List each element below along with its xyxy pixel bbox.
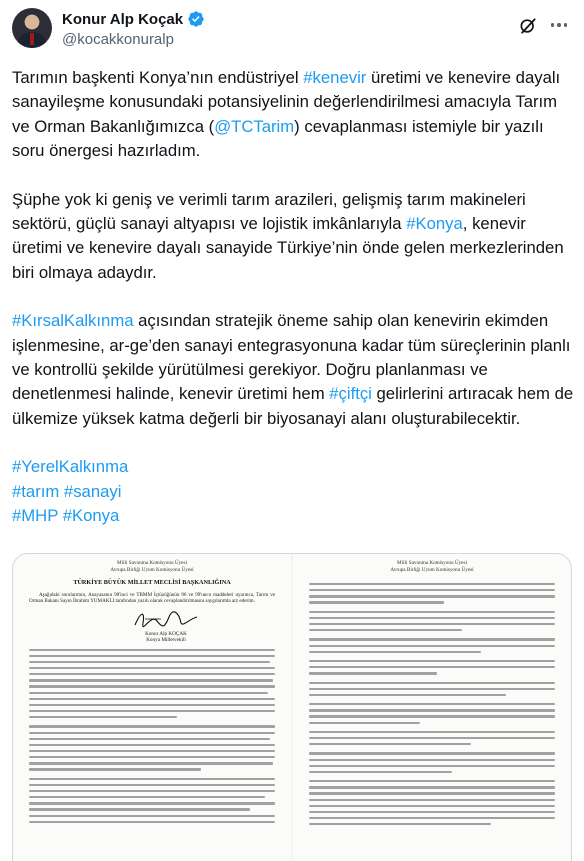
signature-image <box>131 609 201 631</box>
document-text-line <box>309 805 555 807</box>
document-text-line <box>309 703 555 705</box>
document-text-line <box>29 710 275 712</box>
document-text-line <box>309 645 555 647</box>
doc-intro: Aşağıdaki sorularımın, Anayasanın 98'inci ve TBMM İçtüzüğünün 96 ve 99'uncu maddeleri uyarınca, Tarım ve Orman Bakanı Sayın İbrahim YUMAKLI tarafından yazılı olarak cevaplandırılmasını saygılarımla arz ederim. <box>29 592 275 605</box>
tweet-paragraph-3 <box>12 309 578 431</box>
document-text-line <box>309 765 555 767</box>
signature-block <box>121 609 275 643</box>
document-text-line <box>309 780 555 782</box>
document-text-line <box>309 611 555 613</box>
document-text-line <box>29 815 275 817</box>
document-text-line <box>309 617 555 619</box>
author-handle[interactable]: @kocakkonuralp <box>62 31 174 48</box>
document-text-line <box>29 808 250 810</box>
document-text-line <box>309 623 555 625</box>
document-text-line <box>309 688 555 690</box>
document-text-line <box>309 759 555 761</box>
document-text-line <box>309 694 506 696</box>
document-text-line <box>309 817 555 819</box>
document-text-line <box>29 750 275 752</box>
document-text-line <box>29 716 177 718</box>
document-text-line <box>309 811 555 813</box>
signer-title: Konya Milletvekili <box>146 636 186 643</box>
doc-question-list <box>309 583 555 825</box>
document-text-line <box>29 796 265 798</box>
text-span: Şüphe yok ki geniş ve verimli tarım arazileri, gelişmiş tarım makineleri sektörü, güçlü sanayi altyapısı ve lojistik imkânlarıyla <box>12 189 526 234</box>
document-text-line <box>309 651 481 653</box>
hashtag-link[interactable]: #tarım #sanayi <box>12 481 122 501</box>
author-name-row <box>62 10 205 28</box>
document-text-line <box>309 666 555 668</box>
more-options-icon[interactable] <box>548 14 570 36</box>
hashtag-link[interactable]: #MHP #Konya <box>12 506 120 526</box>
document-text-line <box>29 673 275 675</box>
hashtag-link[interactable]: #kenevir <box>303 68 367 87</box>
document-text-line <box>309 722 420 724</box>
document-text-line <box>29 768 201 770</box>
tweet-text <box>12 66 578 529</box>
attached-document-image[interactable] <box>12 553 572 861</box>
avatar[interactable] <box>12 8 52 48</box>
signer-name: Konur Alp KOÇAK <box>145 630 187 637</box>
document-text-line <box>29 784 275 786</box>
document-text-line <box>309 660 555 662</box>
document-text-line <box>29 778 275 780</box>
document-text-line <box>29 732 275 734</box>
document-text-line <box>29 744 275 746</box>
hashtag-link[interactable]: #YerelKalkınma <box>12 457 129 477</box>
document-text-line <box>29 738 270 740</box>
document-text-line <box>309 601 444 603</box>
mention-link[interactable]: @TCTarim <box>214 116 295 136</box>
document-text-line <box>29 698 275 700</box>
document-text-line <box>309 743 471 745</box>
doc-header-line: Milli Savunma Komisyonu Üyesi <box>397 560 467 566</box>
document-text-line <box>29 756 275 758</box>
doc-header-line: Avrupa Birliği Uyum Komisyonu Üyesi <box>390 566 474 573</box>
document-text-line <box>309 682 555 684</box>
document-text-line <box>309 629 462 631</box>
text-span: gelirlerini artıracak hem de ülkemize yüksek katma değerli bir biyosanayi alanı oluşturabilecektir. <box>12 384 574 428</box>
verified-badge-icon <box>187 10 205 28</box>
tweet-header <box>12 8 572 56</box>
doc-body-text <box>29 649 275 823</box>
document-text-line <box>309 709 555 711</box>
document-text-line <box>29 667 275 669</box>
document-text-line <box>309 583 555 585</box>
document-text-line <box>309 786 555 788</box>
tweet-paragraph-1 <box>12 66 578 164</box>
text-span: üretimi ve kenevire dayalı sanayileşme konusundaki potansiyelinin değerlendirilmesi amacıyla Tarım ve Orman Bakanlığımızca ( <box>12 68 561 136</box>
document-text-line <box>309 823 491 825</box>
document-text-line <box>309 715 555 717</box>
document-text-line <box>29 821 275 823</box>
doc-header-line: Avrupa Birliği Uyum Komisyonu Üyesi <box>110 566 194 573</box>
document-text-line <box>29 661 270 663</box>
hashtag-link[interactable]: #KırsalKalkınma <box>12 311 134 331</box>
document-text-line <box>309 792 555 794</box>
document-text-line <box>309 731 555 733</box>
document-text-line <box>309 672 437 674</box>
tweet-paragraph-2 <box>12 188 578 286</box>
grok-icon[interactable] <box>518 16 538 36</box>
text-span: , kenevir üretimi ve kenevire dayalı sanayide Türkiye’nin önde gelen merkezlerinden biri olmaya adaydır. <box>12 214 564 282</box>
document-text-line <box>309 589 555 591</box>
author-display-name[interactable]: Konur Alp Koçak <box>62 10 184 28</box>
document-text-line <box>29 649 275 651</box>
document-text-line <box>309 737 555 739</box>
document-text-line <box>29 790 275 792</box>
document-page-right <box>293 554 571 861</box>
doc-header-line: Milli Savunma Komisyonu Üyesi <box>117 560 187 566</box>
document-text-line <box>29 704 275 706</box>
document-text-line <box>29 655 275 657</box>
document-text-line <box>309 638 555 640</box>
hashtag-link[interactable]: #Konya <box>406 214 463 234</box>
document-text-line <box>29 762 273 764</box>
document-text-line <box>309 771 452 773</box>
doc-title: TÜRKİYE BÜYÜK MİLLET MECLİSİ BAŞKANLIĞINA <box>73 579 231 586</box>
document-text-line <box>309 799 555 801</box>
text-span: açısından stratejik öneme sahip olan kenevirin ekimden işlenmesine, ar-ge’den sanayi entegrasyonuna kadar tüm süreçlerinin planlı ve kontrollü şekilde yürütülmesi gerekiyor. Doğru planlanması ve denetlenmesi halinde, kenevir üretimi hem <box>12 311 571 404</box>
hashtag-block <box>12 455 578 529</box>
document-page-left <box>13 554 291 861</box>
document-text-line <box>29 685 275 687</box>
document-text-line <box>309 752 555 754</box>
document-text-line <box>29 725 275 727</box>
hashtag-link[interactable]: #çiftçi <box>329 384 372 404</box>
document-text-line <box>309 595 555 597</box>
document-text-line <box>29 802 275 804</box>
document-text-line <box>29 692 268 694</box>
text-span: ) cevaplanması istemiyle bir yazılı soru önergesi hazırladım. <box>12 116 544 161</box>
text-span: Tarımın başkenti Konya’nın endüstriyel <box>12 68 304 87</box>
document-text-line <box>29 679 273 681</box>
